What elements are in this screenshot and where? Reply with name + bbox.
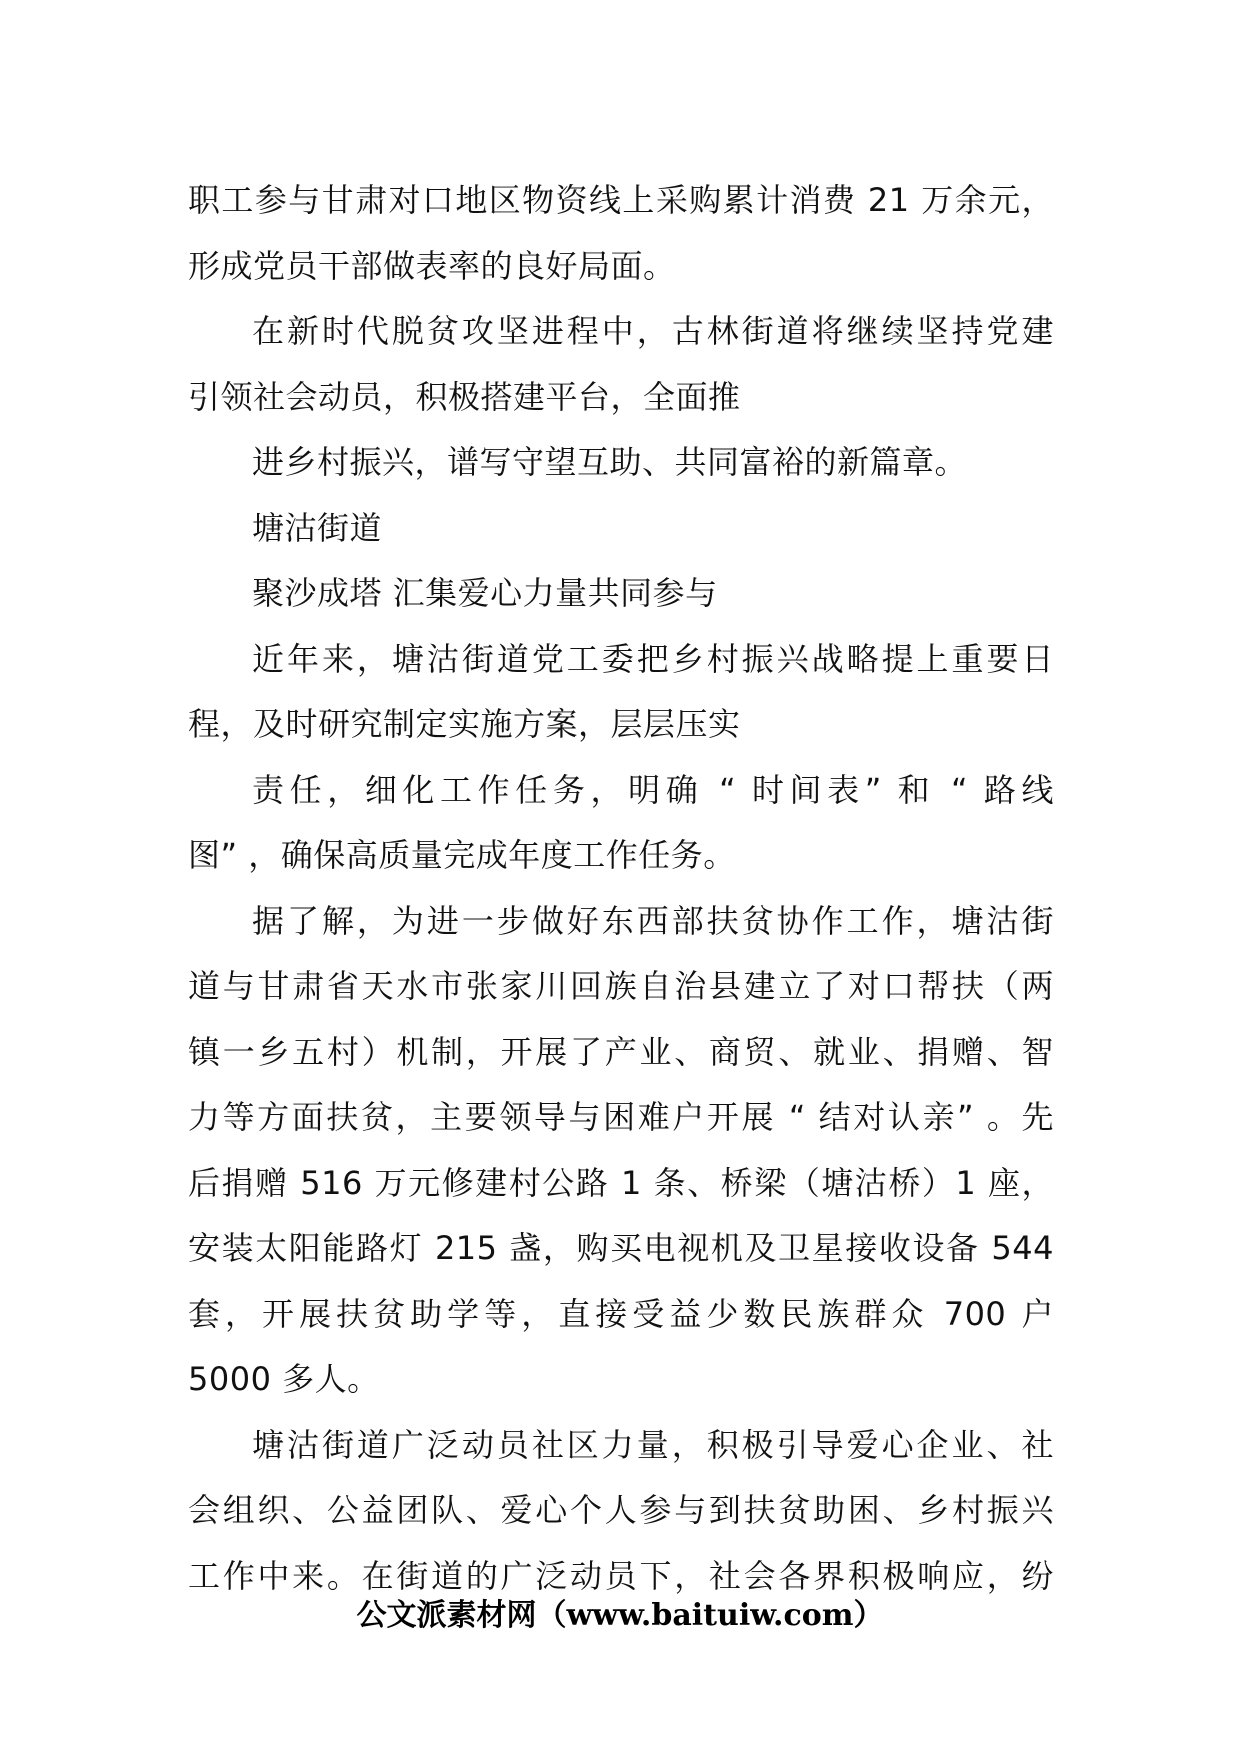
text-line: 责任，细化工作任务，明确 “ 时间表” 和 “ 路线 bbox=[252, 770, 1054, 809]
text-line: 后捐赠 516 万元修建村公路 1 条、桥梁（塘沽桥）1 座， bbox=[188, 1163, 1054, 1202]
text-line: 套，开展扶贫助学等，直接受益少数民族群众 700 户 bbox=[188, 1294, 1054, 1333]
text-line: 引领社会动员，积极搭建平台，全面推 bbox=[188, 377, 741, 416]
text-line: 形成党员干部做表率的良好局面。 bbox=[188, 246, 676, 285]
text-line: 安装太阳能路灯 215 盏，购买电视机及卫星接收设备 544 bbox=[188, 1229, 1054, 1267]
text-line: 镇一乡五村）机制，开展了产业、商贸、就业、捐赠、智 bbox=[188, 1032, 1054, 1071]
text-line: 塘沽街道 bbox=[252, 508, 383, 547]
text-line: 进乡村振兴，谱写守望互助、共同富裕的新篇章。 bbox=[252, 443, 968, 481]
text-line: 聚沙成塔 汇集爱心力量共同参与 bbox=[252, 574, 718, 612]
text-line: 程，及时研究制定实施方案，层层压实 bbox=[188, 705, 741, 743]
text-line: 会组织、公益团队、爱心个人参与到扶贫助困、乡村振兴 bbox=[188, 1491, 1054, 1529]
footer-watermark: 公文派素材网（www.baituiw.com） bbox=[356, 1598, 884, 1633]
text-line: 近年来，塘沽街道党工委把乡村振兴战略提上重要日 bbox=[252, 639, 1054, 678]
text-line: 在新时代脱贫攻坚进程中，古林街道将继续坚持党建 bbox=[252, 312, 1054, 350]
text-line: 塘沽街道广泛动员社区力量，积极引导爱心企业、社 bbox=[252, 1425, 1054, 1464]
text-line: 据了解，为进一步做好东西部扶贫协作工作，塘沽街 bbox=[252, 901, 1054, 940]
text-line: 工作中来。在街道的广泛动员下，社会各界积极响应，纷 bbox=[188, 1556, 1054, 1595]
text-line: 5000 多人。 bbox=[188, 1360, 380, 1398]
text-line: 职工参与甘肃对口地区物资线上采购累计消费 21 万余元， bbox=[188, 181, 1054, 219]
text-line: 图” ，确保高质量完成年度工作任务。 bbox=[188, 836, 736, 874]
text-line: 力等方面扶贫，主要领导与困难户开展 “ 结对认亲” 。先 bbox=[188, 1098, 1054, 1136]
text-line: 道与甘肃省天水市张家川回族自治县建立了对口帮扶（两 bbox=[188, 967, 1054, 1005]
body-text bbox=[188, 168, 1054, 1609]
